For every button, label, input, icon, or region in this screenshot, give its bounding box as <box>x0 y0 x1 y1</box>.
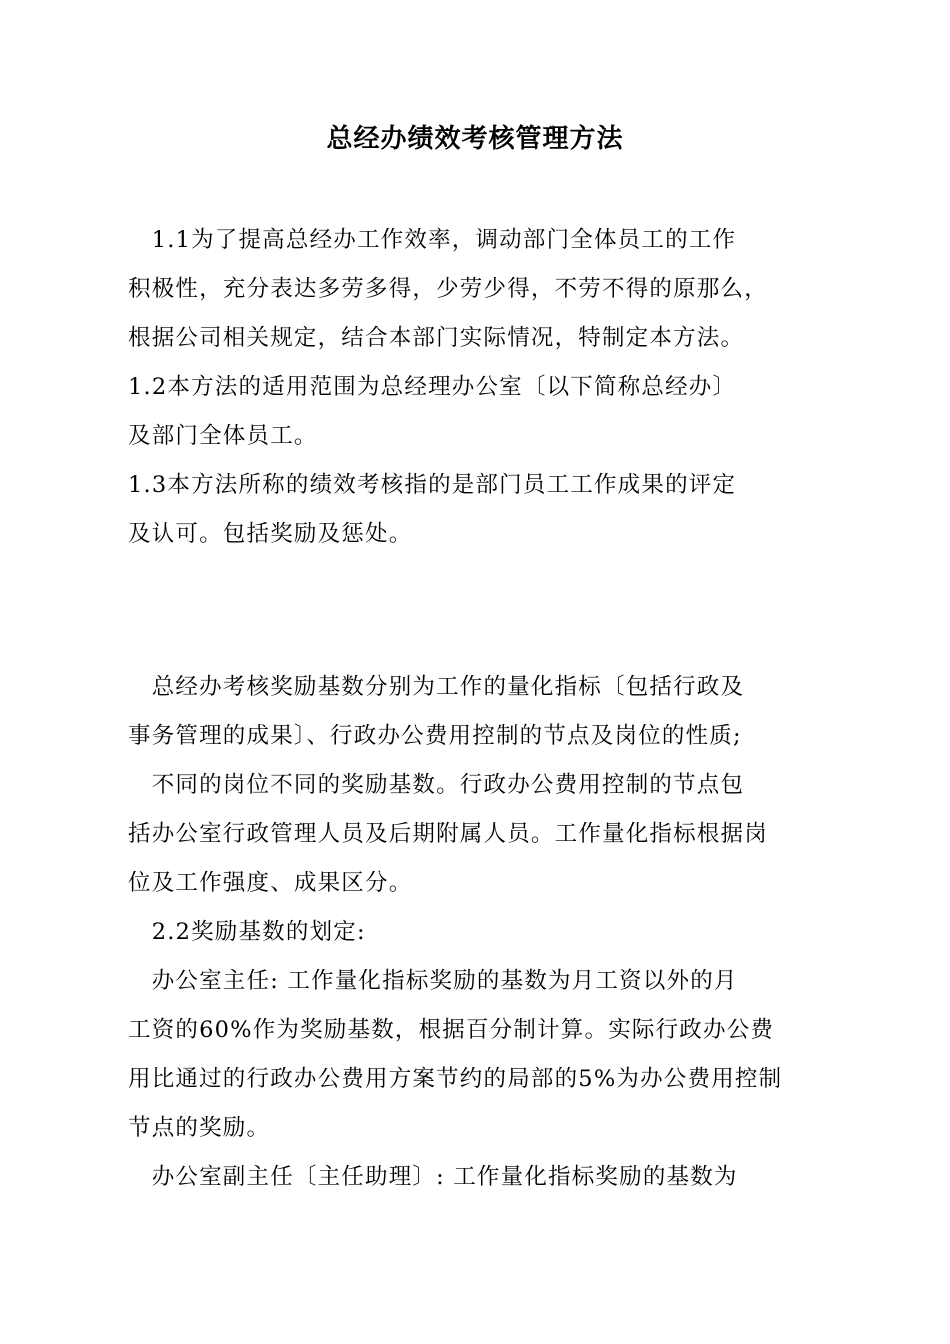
text-line: 事务管理的成果〕、行政办公费用控制的节点及岗位的性质; <box>128 723 742 749</box>
text-line: 总经办考核奖励基数分别为工作的量化指标〔包括行政及 <box>128 674 745 700</box>
paragraph-deputy-director <box>128 1153 828 1202</box>
text-line: 根据公司相关规定，结合本部门实际情况，特制定本方法。 <box>128 325 745 351</box>
paragraph-director <box>128 957 828 1153</box>
paragraph-reward-base <box>128 663 828 761</box>
text-line: 工资的60%作为奖励基数，根据百分制计算。实际行政办公费 <box>128 1017 775 1043</box>
text-line: 用比通过的行政办公费用方案节约的局部的5%为办公费用控制 <box>128 1066 783 1092</box>
text-line: 积极性，充分表达多劳多得，少劳少得，不劳不得的原那么， <box>128 276 768 302</box>
text-line: 不同的岗位不同的奖励基数。行政办公费用控制的节点包 <box>128 772 745 798</box>
text-line: 1.3本方法所称的绩效考核指的是部门员工工作成果的评定 <box>128 472 737 498</box>
document-title: 总经办绩效考核管理方法 <box>326 124 624 154</box>
text-line: 及认可。包括奖励及惩处。 <box>128 521 413 547</box>
text-line: 节点的奖励。 <box>128 1115 271 1141</box>
text-line: 位及工作强度、成果区分。 <box>128 870 413 896</box>
text-line: 括办公室行政管理人员及后期附属人员。工作量化指标根据岗 <box>128 821 768 847</box>
paragraph-scope <box>128 363 828 461</box>
text-line: 2.2奖励基数的划定: <box>128 919 366 945</box>
section-heading-2-2 <box>128 908 828 957</box>
text-line: 办公室主任: 工作量化指标奖励的基数为月工资以外的月 <box>128 968 738 994</box>
text-line: 办公室副主任〔主任助理〕: 工作量化指标奖励的基数为 <box>128 1164 738 1190</box>
text-line: 1.1为了提高总经办工作效率，调动部门全体员工的工作 <box>128 227 737 253</box>
text-line: 1.2本方法的适用范围为总经理办公室〔以下简称总经办〕 <box>128 374 737 400</box>
paragraph-purpose <box>128 216 828 363</box>
paragraph-definition <box>128 461 828 559</box>
text-line: 及部门全体员工。 <box>128 423 318 449</box>
paragraph-positions <box>128 761 828 908</box>
